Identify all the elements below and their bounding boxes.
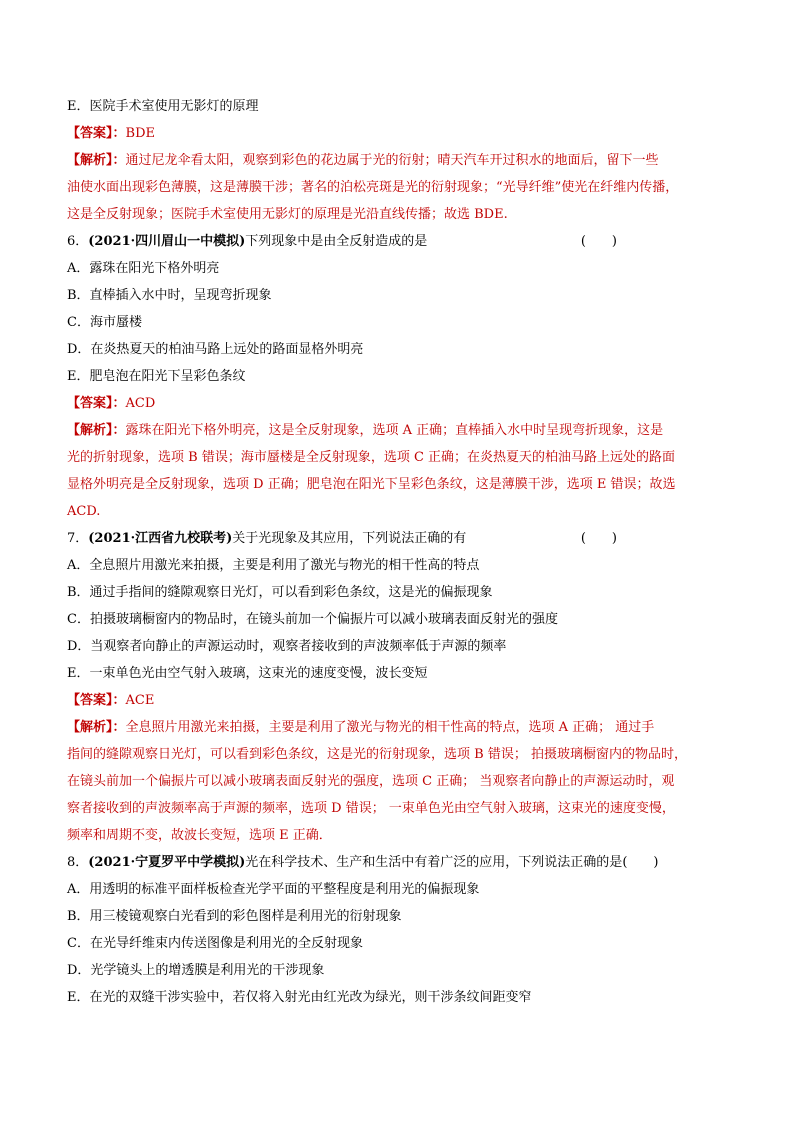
- q5-analysis-line: 【解析】：通过尼龙伞看太阳，观察到彩色的花边属于光的衍射；晴天汽车开过积水的地面后，留下一些: [67, 153, 659, 168]
- q8-option: A．用透明的标准平面样板检查光学平面的平整程度是利用光的偏振现象: [67, 882, 480, 897]
- q5-analysis-line: 油使水面出现彩色薄膜，这是薄膜干涉；著名的泊松亮斑是光的衍射现象；“光导纤维”使光在纤维内传播，: [67, 180, 679, 195]
- q6-option: B．直棒插入水中时，呈现弯折现象: [67, 288, 272, 303]
- answer-tag: 【答案】：: [67, 396, 126, 411]
- q6-option: D．在炎热夏天的柏油马路上远处的路面显格外明亮: [67, 342, 364, 357]
- answer-blank: ( ): [622, 855, 659, 870]
- q7-option: E．一束单色光由空气射入玻璃，这束光的速度变慢，波长变短: [67, 666, 428, 681]
- analysis-tag: 【解析】：: [67, 720, 126, 735]
- q7-analysis-line: 察者接收到的声波频率高于声源的频率，选项 D 错误； 一束单色光由空气射入玻璃，这束光的速度变慢，: [67, 801, 675, 816]
- answer-blank: ( ): [580, 531, 617, 546]
- q7-option: B．通过手指间的缝隙观察日光灯，可以看到彩色条纹，这是光的偏振现象: [67, 585, 493, 600]
- analysis-tag: 【解析】：: [67, 153, 126, 168]
- q7-analysis-line: 指间的缝隙观察日光灯，可以看到彩色条纹，这是光的衍射现象，选项 B 错误； 拍摄玻璃橱窗内的物品时，: [67, 747, 687, 762]
- q7-option: D．当观察者向静止的声源运动时，观察者接收到的声波频率低于声源的频率: [67, 639, 507, 654]
- q6-option: A．露珠在阳光下格外明亮: [67, 261, 220, 276]
- question-source: (2021·宁夏罗平中学模拟): [88, 855, 246, 870]
- q7-answer: [67, 687, 727, 714]
- analysis-tag: 【解析】：: [67, 423, 126, 438]
- answer-blank: ( ): [580, 234, 617, 249]
- q8-option: B．用三棱镜观察白光看到的彩色图样是利用光的衍射现象: [67, 909, 402, 924]
- q8-stem: [67, 849, 727, 876]
- answer-value: ACE: [125, 693, 155, 708]
- q5-option-e: E．医院手术室使用无影灯的原理: [67, 99, 259, 114]
- q7-analysis-line: 【解析】：全息照片用激光来拍摄，主要是利用了激光与物光的相干性高的特点，选项 A 正确； 通过手: [67, 720, 655, 735]
- q6-answer: [67, 390, 727, 417]
- question-stem: 关于光现象及其应用，下列说法正确的有: [232, 531, 467, 546]
- question-source: (2021·四川眉山一中模拟): [88, 234, 246, 249]
- q8-option: E．在光的双缝干涉实验中，若仅将入射光由红光改为绿光，则干涉条纹间距变窄: [67, 990, 532, 1005]
- q6-analysis-line: ACD.: [67, 504, 101, 519]
- question-number: 8．: [67, 855, 89, 870]
- q6-option: C．海市蜃楼: [67, 315, 142, 330]
- q7-option: A．全息照片用激光来拍摄，主要是利用了激光与物光的相干性高的特点: [67, 558, 480, 573]
- q6-analysis-line: 显格外明亮是全反射现象，选项 D 正确；肥皂泡在阳光下呈彩色条纹，这是薄膜干涉，选项 E 错误；故选: [67, 477, 676, 492]
- document-page: [67, 93, 727, 1011]
- q7-analysis-line: 频率和周期不变，故波长变短，选项 E 正确．: [67, 828, 332, 843]
- q6-analysis-line: 光的折射现象，选项 B 错误；海市蜃楼是全反射现象，选项 C 正确；在炎热夏天的柏油马路上远处的路面: [67, 450, 676, 465]
- q6-analysis-line: 【解析】：露珠在阳光下格外明亮，这是全反射现象，选项 A 正确；直棒插入水中时呈现弯折现象，这是: [67, 423, 664, 438]
- answer-tag: 【答案】：: [67, 126, 126, 141]
- q7-analysis-line: 在镜头前加一个偏振片可以减小玻璃表面反射光的强度，选项 C 正确； 当观察者向静止的声源运动时，观: [67, 774, 675, 789]
- q7-stem: [67, 525, 727, 552]
- answer-tag: 【答案】：: [67, 693, 126, 708]
- q5-analysis-line: 这是全反射现象；医院手术室使用无影灯的原理是光沿直线传播；故选 BDE.: [67, 207, 508, 222]
- q6-stem: [67, 228, 727, 255]
- question-stem: 下列现象中是由全反射造成的是: [245, 234, 428, 249]
- question-source: (2021·江西省九校联考): [88, 531, 233, 546]
- question-number: 6．: [67, 234, 89, 249]
- q8-option: C．在光导纤维束内传送图像是利用光的全反射现象: [67, 936, 363, 951]
- q8-option: D．光学镜头上的增透膜是利用光的干涉现象: [67, 963, 325, 978]
- question-stem: 光在科学技术、生产和生活中有着广泛的应用，下列说法正确的是: [245, 855, 623, 870]
- q5-answer: [67, 120, 727, 147]
- q7-option: C．拍摄玻璃橱窗内的物品时，在镜头前加一个偏振片可以减小玻璃表面反射光的强度: [67, 612, 558, 627]
- question-number: 7．: [67, 531, 89, 546]
- answer-value: BDE: [125, 126, 155, 141]
- answer-value: ACD: [125, 396, 156, 411]
- q6-option: E．肥皂泡在阳光下呈彩色条纹: [67, 369, 246, 384]
